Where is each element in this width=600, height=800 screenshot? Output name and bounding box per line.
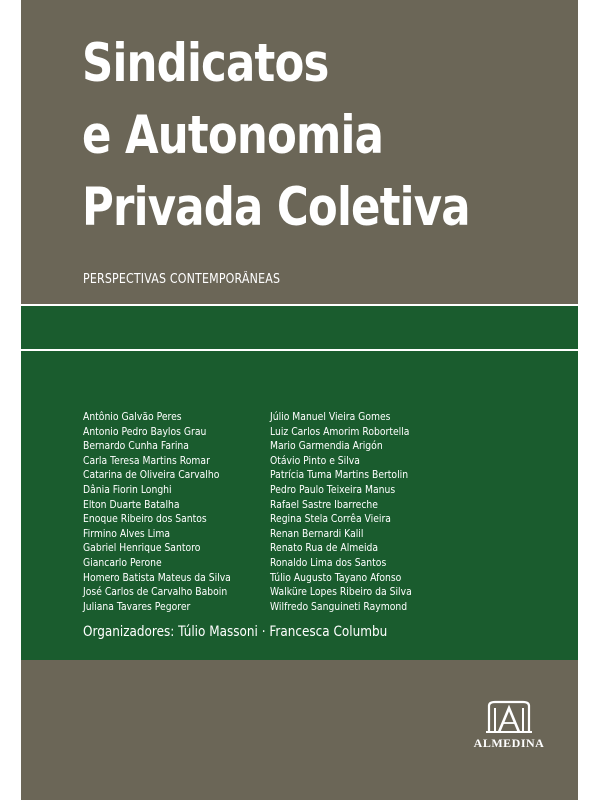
author-name: Pedro Paulo Teixeira Manus bbox=[270, 482, 396, 496]
author-name: Túlio Augusto Tayano Afonso bbox=[270, 570, 402, 584]
author-name: Luiz Carlos Amorim Robortella bbox=[270, 424, 410, 438]
author-name: Patrícia Tuma Martins Bertolin bbox=[270, 468, 409, 482]
author-name: Walküre Lopes Ribeiro da Silva bbox=[270, 585, 412, 599]
author-name: Antonio Pedro Baylos Grau bbox=[83, 424, 207, 438]
author-name: Homero Batista Mateus da Silva bbox=[83, 570, 231, 584]
author-name: Catarina de Oliveira Carvalho bbox=[83, 468, 220, 482]
title-line-3: Privada Coletiva bbox=[82, 177, 470, 238]
organizers-line: Organizadores: Túlio Massoni · Francesca Columbu bbox=[83, 624, 388, 640]
publisher-logo bbox=[473, 700, 545, 752]
author-name: Rafael Sastre Ibarreche bbox=[270, 497, 378, 511]
divider-bottom bbox=[21, 349, 578, 351]
book-subtitle: PERSPECTIVAS CONTEMPORÂNEAS bbox=[83, 272, 281, 287]
author-name: Renato Rua de Almeida bbox=[270, 541, 379, 555]
author-name: Carla Teresa Martins Romar bbox=[83, 453, 210, 467]
title-line-2: e Autonomia bbox=[82, 105, 384, 166]
author-name: José Carlos de Carvalho Baboin bbox=[83, 585, 228, 599]
divider-top bbox=[21, 304, 578, 306]
author-name: Wilfredo Sanguineti Raymond bbox=[270, 599, 408, 613]
authors-list-right bbox=[270, 410, 439, 614]
almedina-columns-logo-icon bbox=[483, 700, 535, 734]
author-name: Mario Garmendia Arigón bbox=[270, 439, 383, 453]
author-name: Júlio Manuel Vieira Gomes bbox=[270, 410, 391, 423]
author-name: Antônio Galvão Peres bbox=[83, 410, 182, 423]
authors-list-left bbox=[83, 410, 259, 614]
author-name: Elton Duarte Batalha bbox=[83, 497, 180, 511]
book-cover bbox=[21, 0, 578, 800]
author-name: Renan Bernardi Kalil bbox=[270, 526, 364, 540]
author-name: Firmino Alves Lima bbox=[83, 526, 171, 540]
book-title bbox=[82, 28, 555, 244]
author-name: Gabriel Henrique Santoro bbox=[83, 541, 201, 555]
author-name: Bernardo Cunha Farina bbox=[83, 439, 189, 453]
title-line-1: Sindicatos bbox=[82, 33, 329, 94]
author-name: Regina Stela Corrêa Vieira bbox=[270, 512, 391, 526]
author-name: Dânia Fiorin Longhi bbox=[83, 482, 172, 496]
author-name: Enoque Ribeiro dos Santos bbox=[83, 512, 207, 526]
author-name: Otávio Pinto e Silva bbox=[270, 453, 360, 467]
publisher-name: ALMEDINA bbox=[473, 736, 545, 750]
author-name: Giancarlo Perone bbox=[83, 555, 162, 569]
author-name: Ronaldo Lima dos Santos bbox=[270, 555, 387, 569]
author-name: Juliana Tavares Pegorer bbox=[83, 599, 191, 613]
